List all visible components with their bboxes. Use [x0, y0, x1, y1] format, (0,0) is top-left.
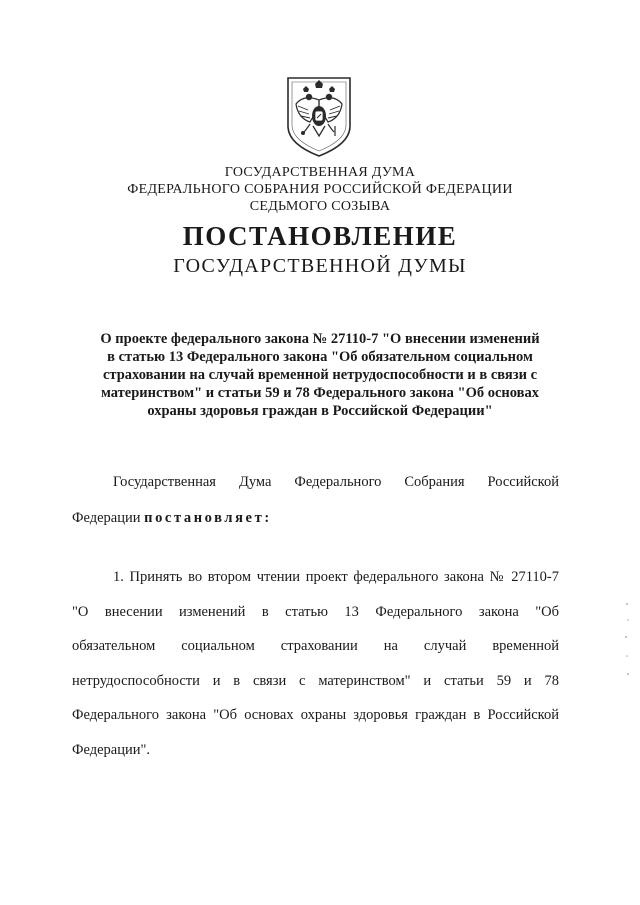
subject-line: О проекте федерального закона № 27110-7 "О внесении изменений — [100, 331, 540, 347]
margin-scan-marks — [622, 600, 632, 680]
preamble-continuation — [72, 508, 559, 528]
point-1-line: нетрудоспособности и в связи с материнством" и статьи 59 и 78 — [72, 672, 559, 689]
point-1-line: "О внесении изменений в статью 13 Федерального закона "Об — [72, 603, 559, 620]
subject-line: в статью 13 Федерального закона "Об обязательном социальном — [107, 349, 533, 365]
point-1-line: Федерального закона "Об основах охраны здоровья граждан в Российской — [72, 707, 559, 723]
coat-of-arms-icon — [284, 74, 354, 158]
point-1-line: обязательном социальном страховании на случай временной — [72, 638, 559, 654]
resolves-word: постановляет: — [144, 510, 272, 526]
document-subtitle: ГОСУДАРСТВЕННОЙ ДУМЫ — [173, 255, 467, 277]
point-1-line: Федерации". — [72, 741, 151, 758]
subject-line: страховании на случай временной нетрудоспособности и в связи с — [102, 367, 538, 383]
preamble-line — [72, 508, 559, 528]
subject-line: материнством" и статьи 59 и 78 Федерального закона "Об основах — [101, 385, 539, 401]
preamble-federation-word: Федерации — [72, 510, 141, 526]
header-line-federal-assembly: ФЕДЕРАЛЬНОГО СОБРАНИЯ РОССИЙСКОЙ ФЕДЕРАЦИИ — [127, 182, 513, 197]
preamble-line: Государственная Дума Федерального Собрания Российской — [113, 474, 559, 490]
subject-line: охраны здоровья граждан в Российской Федерации" — [147, 403, 493, 419]
document-subject — [80, 330, 560, 420]
preamble-paragraph — [72, 472, 559, 492]
point-1-paragraph — [72, 560, 559, 767]
header-line-convocation: СЕДЬМОГО СОЗЫВА — [249, 199, 391, 214]
document-title: ПОСТАНОВЛЕНИЕ — [182, 221, 458, 251]
point-1-line: 1. Принять во втором чтении проект федерального закона № 27110-7 — [113, 569, 559, 585]
header-line-duma: ГОСУДАРСТВЕННАЯ ДУМА — [224, 165, 416, 180]
